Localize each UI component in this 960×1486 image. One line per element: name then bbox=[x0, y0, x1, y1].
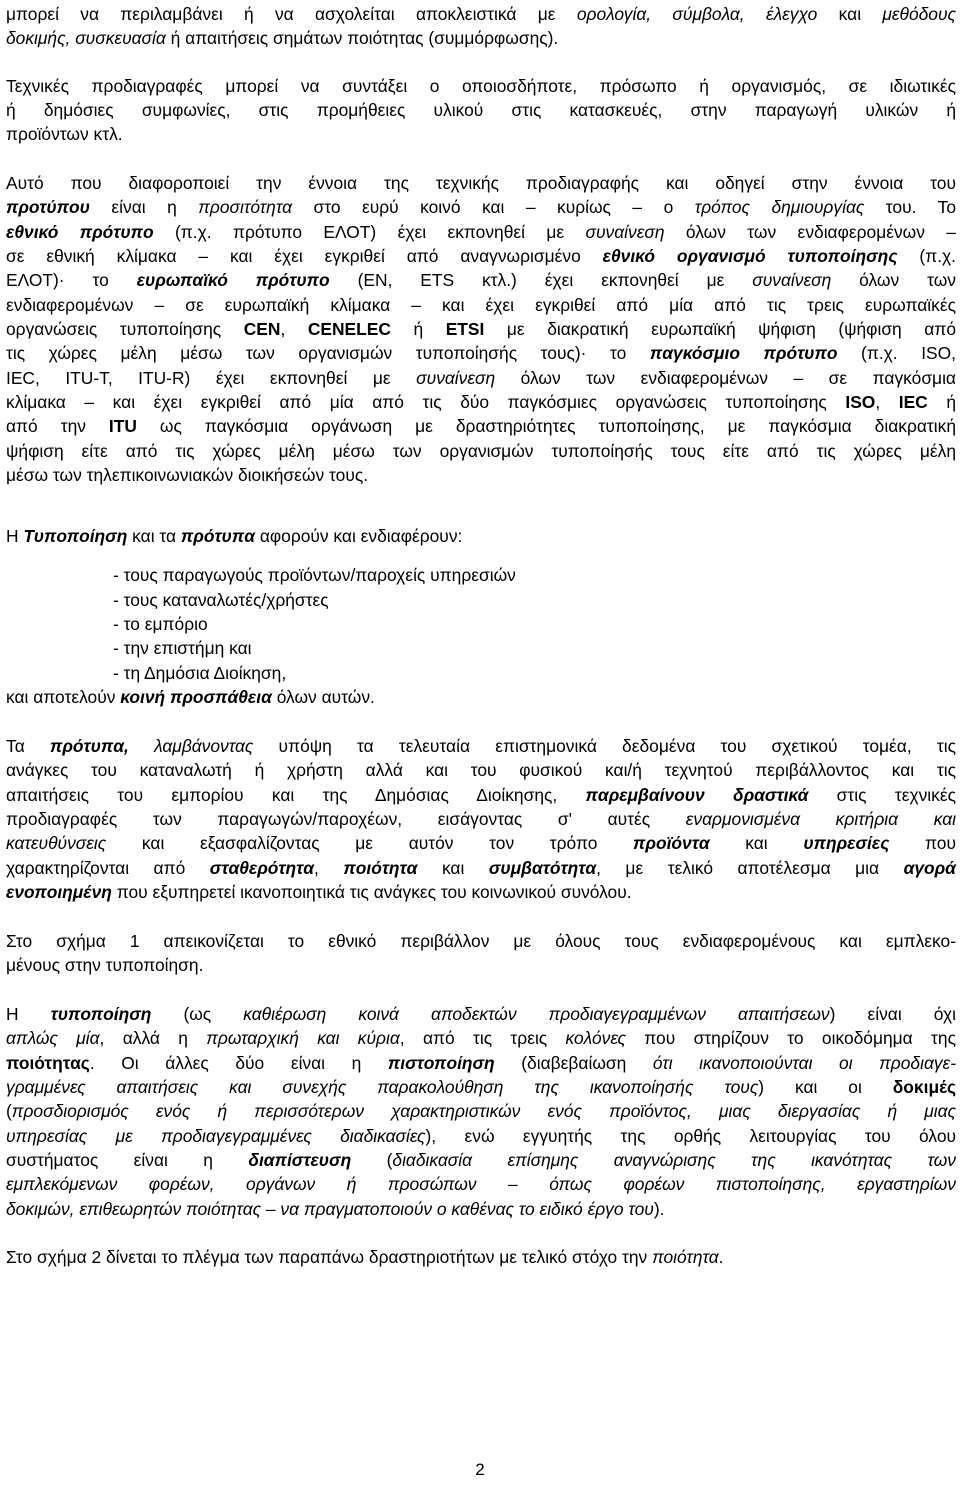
text-line bbox=[6, 26, 956, 50]
text-span: ή bbox=[927, 392, 956, 412]
text-span: (EN, ETS κτλ.) έχει εκπονηθεί με bbox=[329, 270, 753, 290]
text-span: (π.χ. bbox=[897, 246, 956, 266]
text-span: ενοποιημένη bbox=[6, 882, 112, 902]
text-span: εθνικό οργανισμό τυποποίησης bbox=[602, 246, 898, 266]
text-line bbox=[6, 366, 956, 390]
text-span: Η bbox=[6, 526, 24, 546]
text-span: και bbox=[709, 833, 804, 853]
text-span: Στο σχήμα 2 δίνεται το πλέγμα των παραπάνω δραστηριοτήτων με τελικό στόχο την bbox=[6, 1247, 653, 1267]
text-span: CEN bbox=[243, 319, 281, 339]
text-line bbox=[6, 244, 956, 268]
text-span: ευρωπαϊκό πρότυπο bbox=[136, 270, 330, 290]
text-span: ορολογία, σύμβολα, έλεγχο bbox=[576, 4, 818, 24]
text-span: διαπίστευση bbox=[248, 1150, 352, 1170]
text-line bbox=[6, 1245, 956, 1269]
text-span: ποιότητας bbox=[6, 1053, 90, 1073]
text-span: ) και οι bbox=[758, 1077, 893, 1097]
text-span: όλων αυτών. bbox=[271, 687, 375, 707]
text-span: τυποποίηση bbox=[50, 1004, 152, 1024]
text-span: ποιότητα bbox=[343, 858, 418, 878]
text-span: χαρακτηρίζονται από bbox=[6, 858, 210, 878]
text-line bbox=[6, 414, 956, 438]
text-line bbox=[6, 929, 956, 953]
text-span: όλων των bbox=[831, 270, 957, 290]
text-span: ( bbox=[351, 1150, 393, 1170]
text-line bbox=[6, 953, 956, 977]
text-span: Τεχνικές προδιαγραφές μπορεί να συντάξει ο οποιοσδήποτε, πρόσωπο ή οργανισμός, σε ιδιωτικές bbox=[6, 76, 956, 96]
text-span: ). bbox=[653, 1199, 665, 1219]
text-line bbox=[6, 74, 956, 98]
text-span: . Οι άλλες δύο είναι η bbox=[89, 1053, 388, 1073]
text-span: ή απαιτήσεις σημάτων ποιότητας (συμμόρφωσης). bbox=[165, 28, 559, 48]
text-span: απαιτήσεις του εμπορίου και της Δημόσιας Διοίκησης, bbox=[6, 785, 586, 805]
text-line bbox=[6, 1148, 956, 1172]
text-span: ως παγκόσμια οργάνωση με δραστηριότητες τυποποίησης, με παγκόσμια διακρατική bbox=[136, 416, 956, 436]
text-span: , από τις τρεις bbox=[399, 1028, 566, 1048]
text-line bbox=[6, 685, 956, 709]
text-span: και εξασφαλίζοντας με αυτόν τον τρόπο bbox=[106, 833, 634, 853]
text-span: (π.χ. ISO, bbox=[837, 343, 956, 363]
text-span: ή bbox=[390, 319, 446, 339]
text-span: , με τελικό αποτέλεσμα μια bbox=[596, 858, 904, 878]
text-span: ψήφιση είτε από τις χώρες μέλη μέσω των οργανισμών τυποποίησής τους είτε από τις χώρες μέλη bbox=[6, 441, 956, 461]
text-span: - τους παραγωγούς προϊόντων/παροχείς υπηρεσιών bbox=[113, 565, 516, 585]
text-span: - τους καταναλωτές/χρήστες bbox=[113, 590, 329, 610]
text-line bbox=[6, 1051, 956, 1075]
text-span: Στο σχήμα 1 απεικονίζεται το εθνικό περιβάλλον με όλους τους ενδιαφερομένους και εμπλεκο- bbox=[6, 931, 956, 951]
text-span: CENELEC bbox=[307, 319, 391, 339]
text-line bbox=[6, 880, 956, 904]
text-span: και αποτελούν bbox=[6, 687, 121, 707]
text-span: κοινή προσπάθεια bbox=[120, 687, 272, 707]
text-line bbox=[6, 783, 956, 807]
text-span: IEC, ITU-T, ITU-R) έχει εκπονηθεί με bbox=[6, 368, 417, 388]
text-span: (π.χ. πρότυπο ΕΛΟΤ) έχει εκπονηθεί με bbox=[153, 222, 586, 242]
text-span: συναίνεση bbox=[416, 368, 496, 388]
text-line bbox=[6, 524, 956, 548]
text-line bbox=[6, 122, 956, 146]
text-line bbox=[6, 831, 956, 855]
text-line bbox=[6, 758, 956, 782]
text-span: ότι ικανοποιούνται οι προδιαγε- bbox=[652, 1053, 956, 1073]
text-line bbox=[6, 807, 956, 831]
text-line bbox=[6, 1002, 956, 1026]
text-span: προϊόντα bbox=[633, 833, 710, 853]
text-line bbox=[6, 171, 956, 195]
text-span: δοκιμών, επιθεωρητών ποιότητας – να πραγματοποιούν ο καθένας το ειδικό έργο του bbox=[6, 1199, 654, 1219]
text-span: στο ευρύ κοινό και – κυρίως – ο bbox=[292, 197, 695, 217]
text-line bbox=[6, 463, 956, 487]
text-line bbox=[6, 293, 956, 317]
text-span: πρότυπα, bbox=[49, 736, 129, 756]
text-span: δοκιμής, συσκευασία bbox=[6, 28, 166, 48]
text-span: και τα bbox=[127, 526, 181, 546]
text-span: , bbox=[875, 392, 899, 412]
text-span: συμβατότητα bbox=[488, 858, 597, 878]
text-span: υπηρεσίας με προδιαγεγραμμένες διαδικασίες bbox=[6, 1126, 426, 1146]
text-line bbox=[6, 856, 956, 880]
text-span: δοκιμές bbox=[892, 1077, 956, 1097]
text-line bbox=[113, 563, 813, 587]
text-span: , bbox=[314, 858, 344, 878]
text-span bbox=[129, 736, 154, 756]
text-span: κολόνες bbox=[565, 1028, 626, 1048]
text-line bbox=[113, 612, 813, 636]
text-span: Τα bbox=[6, 736, 50, 756]
text-span: (διαβεβαίωση bbox=[494, 1053, 653, 1073]
text-line bbox=[6, 195, 956, 219]
text-span: απλώς μία bbox=[6, 1028, 100, 1048]
text-line bbox=[6, 341, 956, 365]
text-span: IEC bbox=[898, 392, 928, 412]
text-span: μπορεί να περιλαμβάνει ή να ασχολείται αποκλειστικά με bbox=[6, 4, 577, 24]
text-span: ) είναι όχι bbox=[829, 1004, 956, 1024]
text-span: και bbox=[417, 858, 489, 878]
text-line bbox=[6, 220, 956, 244]
text-line bbox=[113, 636, 813, 660]
text-span: πρωταρχική και κύρια bbox=[206, 1028, 400, 1048]
text-span: ή δημόσιες συμφωνίες, στις προμήθειες υλικού στις κατασκευές, στην παραγωγή υλικών ή bbox=[6, 100, 956, 120]
text-span: υπόψη τα τελευταία επιστημονικά δεδομένα του σχετικού τομέα, τις bbox=[253, 736, 956, 756]
text-span: προτύπου bbox=[6, 197, 90, 217]
text-span: από την bbox=[6, 416, 109, 436]
text-span: - το εμπόριο bbox=[113, 614, 208, 634]
text-span: αφορούν και ενδιαφέρουν: bbox=[255, 526, 463, 546]
text-span: συστήματος είναι η bbox=[6, 1150, 249, 1170]
text-span: πρότυπα bbox=[180, 526, 255, 546]
text-line bbox=[6, 1026, 956, 1050]
text-line bbox=[6, 1075, 956, 1099]
text-line bbox=[113, 588, 813, 612]
text-span: στις τεχνικές bbox=[808, 785, 956, 805]
text-span: ενδιαφερομένων – σε ευρωπαϊκή κλίμακα – και έχει εγκριθεί από μία από τις τρεις ευρωπαϊκές bbox=[6, 295, 956, 315]
text-span: που στηρίζουν το οικοδόμημα της bbox=[625, 1028, 956, 1048]
text-span: προσιτότητα bbox=[198, 197, 293, 217]
text-span: ISO bbox=[845, 392, 876, 412]
text-span: με διακρατική ευρωπαϊκή ψήφιση (ψήφιση από bbox=[484, 319, 956, 339]
text-line bbox=[113, 661, 813, 685]
text-span: ETSI bbox=[445, 319, 485, 339]
text-span: είναι η bbox=[89, 197, 199, 217]
text-line bbox=[6, 268, 956, 292]
text-line bbox=[6, 98, 956, 122]
text-span: προδιαγραφές των παραγωγών/παροχέων, εισάγοντας σ' αυτές bbox=[6, 809, 686, 829]
text-span: και bbox=[817, 4, 883, 24]
text-span: Η bbox=[6, 1004, 51, 1024]
text-span: προϊόντων κτλ. bbox=[6, 124, 123, 144]
text-span: προσδιορισμός ενός ή περισσότερων χαρακτηριστικών ενός προϊόντος, μιας διεργασίας ή μιας bbox=[11, 1101, 956, 1121]
text-span: , αλλά η bbox=[99, 1028, 207, 1048]
text-span: συναίνεση bbox=[752, 270, 832, 290]
text-span: Τυποποίηση bbox=[23, 526, 128, 546]
text-line bbox=[6, 1124, 956, 1148]
text-span: παρεμβαίνουν δραστικά bbox=[585, 785, 809, 805]
text-span: μεθόδους bbox=[882, 4, 956, 24]
text-span: διαδικασία επίσημης αναγνώρισης της ικανότητας των bbox=[392, 1150, 956, 1170]
text-span: κλίμακα – και έχει εγκριθεί από μία από τις δύο παγκόσμιες οργανώσεις τυποποίησης bbox=[6, 392, 846, 412]
text-line bbox=[6, 1197, 956, 1221]
text-line bbox=[6, 734, 956, 758]
text-span: μένους στην τυποποίηση. bbox=[6, 955, 204, 975]
text-span: Αυτό που διαφοροποιεί την έννοια της τεχνικής προδιαγραφής και οδηγεί στην έννοια του bbox=[6, 173, 956, 193]
text-span: ), ενώ εγγυητής της ορθής λειτουργίας του όλου bbox=[425, 1126, 956, 1146]
text-line bbox=[6, 1099, 956, 1123]
text-span: που bbox=[889, 833, 956, 853]
text-span: σταθερότητα bbox=[209, 858, 315, 878]
text-span: - την επιστήμη και bbox=[113, 638, 252, 658]
text-span: πιστοποίηση bbox=[387, 1053, 495, 1073]
text-span: λαμβάνοντας bbox=[154, 736, 254, 756]
text-line bbox=[6, 1172, 956, 1196]
text-span: - τη Δημόσια Διοίκηση, bbox=[113, 663, 287, 683]
text-span: σε εθνική κλίμακα – και έχει εγκριθεί από αναγνωρισμένο bbox=[6, 246, 603, 266]
text-span: μέσω των τηλεπικοινωνιακών διοικήσεών τους. bbox=[6, 465, 369, 485]
text-span: εναρμονισμένα κριτήρια και bbox=[685, 809, 956, 829]
text-span: εθνικό πρότυπο bbox=[6, 222, 154, 242]
text-span: . bbox=[718, 1247, 724, 1267]
text-span: οργανώσεις τυποποίησης bbox=[6, 319, 244, 339]
text-span: ΕΛΟΤ)· το bbox=[6, 270, 137, 290]
text-span: αγορά bbox=[903, 858, 956, 878]
text-span: όλων των ενδιαφερομένων – bbox=[664, 222, 956, 242]
text-line bbox=[6, 439, 956, 463]
text-line bbox=[6, 317, 956, 341]
text-span: (ως bbox=[151, 1004, 244, 1024]
text-line bbox=[6, 2, 956, 26]
text-span: , bbox=[280, 319, 308, 339]
text-span: του. Το bbox=[864, 197, 956, 217]
text-span: τρόπος δημιουργίας bbox=[694, 197, 865, 217]
text-span: κατευθύνσεις bbox=[6, 833, 107, 853]
text-span: τις χώρες μέλη μέσω των οργανισμών τυποποίησής τους)· το bbox=[6, 343, 650, 363]
text-span: υπηρεσίες bbox=[803, 833, 890, 853]
text-span: ποιότητα bbox=[652, 1247, 719, 1267]
text-line bbox=[6, 390, 956, 414]
text-span: εμπλεκόμενων φορέων, οργάνων ή προσώπων – όπως φορέων πιστοποίησης, εργαστηρίων bbox=[6, 1174, 956, 1194]
text-span: που εξυπηρετεί ικανοποιητικά τις ανάγκες του κοινωνικού συνόλου. bbox=[111, 882, 632, 902]
text-span: ITU bbox=[108, 416, 137, 436]
text-span: καθιέρωση κοινά αποδεκτών προδιαγεγραμμένων απαιτήσεων bbox=[243, 1004, 830, 1024]
text-span: όλων των ενδιαφερομένων – σε παγκόσμια bbox=[495, 368, 956, 388]
text-span: ( bbox=[6, 1101, 12, 1121]
page-number: 2 bbox=[475, 1460, 485, 1479]
text-span: γραμμένες απαιτήσεις και συνεχής παρακολούθηση της ικανοποίησής τους bbox=[6, 1077, 759, 1097]
text-span: παγκόσμιο πρότυπο bbox=[649, 343, 838, 363]
text-span: ανάγκες του καταναλωτή ή χρήστη αλλά και του φυσικού και/ή τεχνητού περιβάλλοντος και τις bbox=[6, 760, 956, 780]
text-span: συναίνεση bbox=[585, 222, 665, 242]
